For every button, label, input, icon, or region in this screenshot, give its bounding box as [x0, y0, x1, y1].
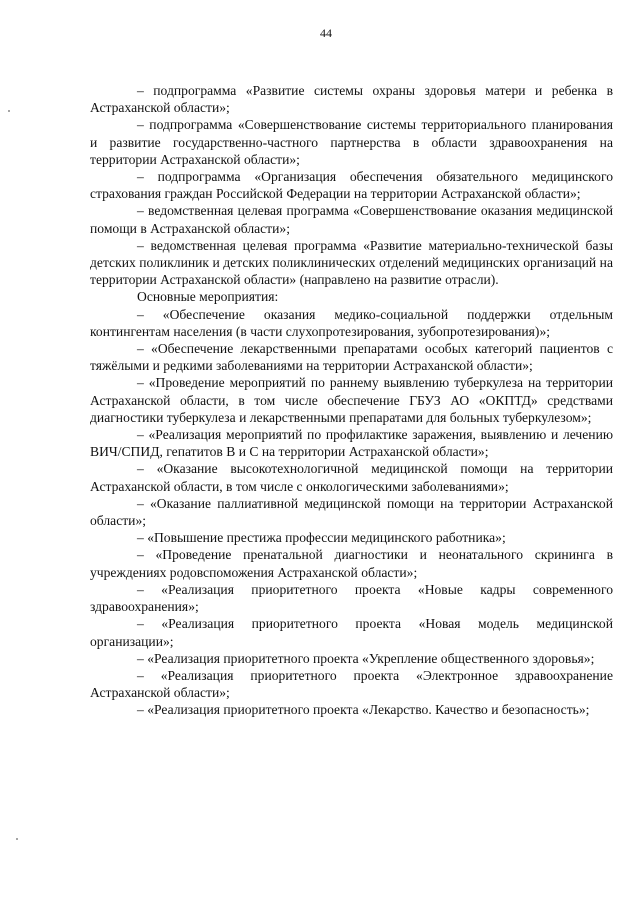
- paragraph: – «Реализация приоритетного проекта «Лекарство. Качество и безопасность»;: [137, 702, 590, 718]
- paragraph: – «Обеспечение оказания медико-социальной поддержки отдельным контингентам населения (в части слухопротезирования, зубопротезирования)»;: [90, 306, 613, 339]
- document-body: [90, 82, 613, 719]
- paragraph: – «Реализация приоритетного проекта «Укрепление общественного здоровья»;: [137, 650, 595, 666]
- paragraph: – «Реализация мероприятий по профилактике заражения, выявлению и лечению ВИЧ/СПИД, гепатитов В и С на территории Астраханской области»;: [90, 427, 613, 460]
- paragraph: – ведомственная целевая программа «Совершенствование оказания медицинской помощи в Астраханской области»;: [90, 203, 613, 236]
- paragraph: – «Проведение пренатальной диагностики и неонатального скрининга в учреждениях родовспоможения Астраханской области»;: [90, 547, 613, 580]
- paragraph: – подпрограмма «Совершенствование системы территориального планирования и развитие государственно-частного партнерства в области здравоохранения на территории Астраханской области»;: [90, 117, 613, 167]
- paragraph: – «Реализация приоритетного проекта «Новые кадры современного здравоохранения»;: [90, 581, 613, 615]
- paragraph: – «Оказание паллиативной медицинской помощи на территории Астраханской области»;: [90, 495, 613, 529]
- paragraph: – подпрограмма «Развитие системы охраны здоровья матери и ребенка в Астраханской области»;: [90, 83, 613, 116]
- scan-artifact: [16, 838, 18, 840]
- scan-artifact: [8, 110, 10, 112]
- paragraph: – «Повышение престижа профессии медицинского работника»;: [137, 530, 506, 546]
- section-heading: Основные мероприятия:: [137, 289, 279, 305]
- paragraph: – «Реализация приоритетного проекта «Электронное здравоохранение Астраханской области»;: [90, 667, 613, 701]
- paragraph: – «Обеспечение лекарственными препаратами особых категорий пациентов с тяжёлыми и редкими заболеваниями на территории Астраханской области»;: [90, 341, 613, 374]
- paragraph: – «Оказание высокотехнологичной медицинской помощи на территории Астраханской области, в том числе с онкологическими заболеваниями»;: [90, 461, 613, 494]
- paragraph: – «Проведение мероприятий по раннему выявлению туберкулеза на территории Астраханской области, в том числе обеспечение ГБУЗ АО «ОКПТД» средствами диагностики туберкулеза и лекарственными препаратами для больных туберкулезом»;: [90, 375, 613, 425]
- paragraph: – подпрограмма «Организация обеспечения обязательного медицинского страхования граждан Российской Федерации на территории Астраханской области»;: [90, 169, 613, 202]
- paragraph: – «Реализация приоритетного проекта «Новая модель медицинской организации»;: [90, 616, 613, 649]
- paragraph: – ведомственная целевая программа «Развитие материально-технической базы детских поликлиник и детских поликлинических отделений медицинских организаций на территории Астраханской области» (направлено на развитие отрасли).: [90, 237, 613, 288]
- page-number: 44: [320, 26, 332, 40]
